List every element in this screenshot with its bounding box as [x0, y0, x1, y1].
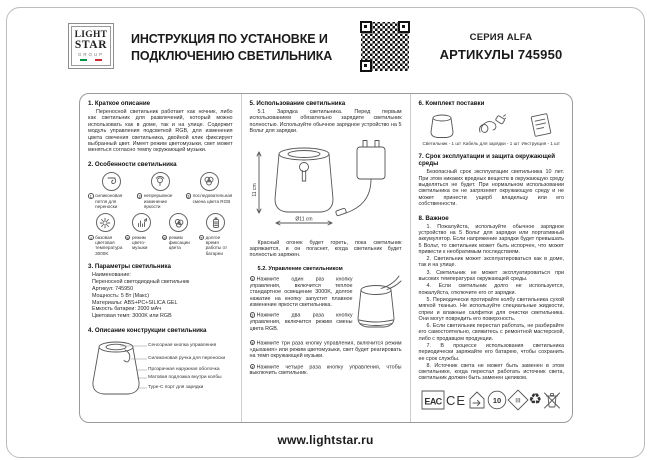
important-item: 4. Если светильник долго не используется, пожалуйста, отключите его от зарядки.	[418, 283, 564, 296]
step-2: 2 Нажмите два раза кнопку управления, включится режим смены цвета RGB.	[249, 312, 353, 332]
package-item-lamp: Светильник - 1 шт	[419, 112, 466, 146]
param-line: Переносной светодиодный светильник	[92, 278, 190, 285]
series-block	[420, 32, 582, 62]
italian-flag-icon	[80, 59, 102, 62]
music-mode-icon	[136, 217, 148, 229]
section-5-p2: Красный огонек будет гореть, пока светильник заряжается, и он погаснет, когда светильник будет полностью заряжен.	[249, 239, 402, 259]
section-5-2-title: 5.2. Управление светильником	[257, 265, 343, 272]
footer	[0, 431, 651, 449]
service-life-10-years-icon	[487, 390, 507, 410]
column-3	[410, 94, 572, 422]
param-line: Емкость батареи: 2000 мАч	[92, 306, 162, 313]
touch-dimming-icon	[154, 175, 166, 187]
feature-music-mode: 5 режим цвето-музыки	[125, 213, 159, 256]
important-item: 2. Светильник может эксплуатироваться как в доме, так и на улице.	[418, 256, 564, 269]
construction-label: Сенсорная кнопка управления	[148, 343, 217, 349]
param-line: Цветовая темп: 3000K или RGB	[92, 313, 172, 320]
color-lock-icon	[173, 217, 185, 229]
construction-label: Type-C порт для зарядки	[148, 385, 204, 391]
important-item: 3. Светильник не может эксплуатироваться при высоких температурах окружающей среды.	[418, 269, 564, 283]
indoor-use-icon	[467, 390, 487, 410]
section-3-title: 3. Параметры светильника	[88, 262, 171, 270]
feature-label: режим фиксации цвета	[168, 234, 190, 251]
step-4: 4 Нажмите четыре раза кнопку управления, чтобы выключить светильник.	[249, 364, 402, 377]
document-title: ИНСТРУКЦИЯ ПО УСТАНОВКЕ И ПОДКЛЮЧЕНИЮ СВЕТИЛЬНИКА	[131, 32, 333, 63]
rgb-cycle-icon	[203, 175, 215, 187]
package-item-cable: Кабель для зарядки - 1 шт	[468, 112, 515, 146]
param-line: Артикул: 745950	[92, 285, 134, 292]
svg-text:CE: CE	[445, 392, 466, 408]
charging-diagram	[250, 139, 402, 238]
logo-light: LIGHT	[74, 30, 108, 40]
feature-label: базовая цветовая температура 3000K	[95, 234, 123, 256]
important-item: 1. Пожалуйста, используйте обычное зарядное устройство на 5 Вольт для зарядки или портативный аккумулятор. Если напряжение зарядки будет превышать 5 Вольт, то светильник может быть испорчен, что может привести к необратимым последствиям.	[418, 223, 564, 255]
section-6-title: 6. Комплект поставки	[418, 100, 485, 107]
no-household-waste-icon	[542, 390, 562, 410]
transport-class-icon	[507, 389, 529, 411]
package-contents	[419, 112, 564, 146]
svg-text:ЕАС: ЕАС	[423, 396, 442, 407]
feature-label: режим цвето-музыки	[131, 234, 148, 251]
section-7-body: Безопасный срок эксплуатации светильника 10 лет. При этом никаких вредных веществ в окружающую среду выделяться не будет. При нормальном использовании светильника он не загрязняет окружающую среду и не может принести ущерб владельцу или его собственности.	[418, 169, 564, 208]
svg-text:10: 10	[492, 395, 501, 405]
section-2-title: 2. Особенности светильника	[88, 160, 177, 168]
package-item-manual: Инструкция - 1 шт	[517, 112, 564, 146]
features-row-2	[88, 213, 233, 256]
construction-diagram	[88, 338, 233, 400]
charging-cable-icon	[476, 112, 506, 139]
ce-mark-icon	[445, 391, 467, 409]
features-row-1	[88, 172, 233, 209]
steps-1-2	[250, 272, 402, 336]
lightstar-logo	[68, 23, 114, 69]
feature-label: последовательная смена цвета RGB	[192, 193, 233, 204]
param-line: Материалы: ABS+PC+SILICA GEL	[92, 299, 178, 306]
logo-star: STAR	[74, 39, 108, 51]
sun-icon	[99, 217, 111, 229]
content-box	[79, 93, 573, 423]
feature-label: непрерывное изменение яркости	[143, 193, 173, 209]
feature-rgb-cycle: 3 последовательная смена цвета RGB	[186, 172, 233, 209]
important-item: 5. Периодически протирайте колбу светильника сухой мягкой тканью. Не используйте специальные жидкости, спреи и влажные салфетки для очистки светильника. Они могут повредить его поверхность.	[418, 296, 564, 322]
feature-dimming: 2 непрерывное изменение яркости	[137, 172, 184, 209]
feature-carry-loop: 1 силиконовая петля для переноски	[88, 172, 135, 209]
construction-label: Прозрачная наружная оболочка	[148, 367, 220, 373]
column-1	[80, 94, 241, 422]
logo-group: GROUP	[77, 52, 105, 57]
hand-touch-lamp-icon	[356, 274, 402, 334]
feature-label: долгое время работы от батареи	[205, 234, 228, 256]
lamp-icon	[429, 112, 455, 139]
svg-text:III: III	[514, 397, 521, 405]
construction-label: Матовая подложка внутри колбы	[148, 375, 222, 381]
carry-loop-icon	[106, 175, 118, 187]
step-1: 1 Нажмите один раз кнопку управления, включится теплое стандартное освещение 3000K, долгое нажатие на кнопку запустит плавное изменение яркости светильника.	[249, 276, 353, 308]
diameter-dimension: Ø11 cm	[294, 216, 313, 223]
column-2	[241, 94, 410, 422]
section-8-title: 8. Важное	[418, 214, 449, 222]
feature-color-lock: 6 режим фиксации цвета	[162, 213, 196, 256]
certification-marks	[419, 389, 564, 411]
article-number: АРТИКУЛЫ 745950	[439, 47, 563, 62]
qr-code	[360, 21, 410, 72]
step-3: 3 Нажмите три раза кнопку управления, включится режим «дыхания» или режим цветомузыки, свет будет реагировать на темп окружающей музыки.	[249, 340, 402, 360]
website-url: www.lightstar.ru	[277, 433, 374, 447]
section-5-title: 5. Использование светильника	[249, 100, 346, 107]
param-line: Наименование:	[92, 271, 131, 278]
important-item: 8. Источник света не может быть заменен в этом светильнике, когда перестал работать источник света, светильник должен быть заменен целиком.	[418, 362, 564, 382]
battery-icon	[210, 217, 222, 229]
section-1-body: Переносной светильник работает как ночник, либо как светильник для развлечений, который можно использовать как в доме, так и на улице. Содержит модуль управления подсветкой RGB, для изменения цвета свечения светильника, двойной клик фиксирует выбранный цвет. Имеет режим цветомузыки, свет может меняться согласно темпу окружающей музыки.	[88, 109, 233, 154]
feature-color-temp: 4 базовая цветовая температура 3000K	[88, 213, 122, 256]
manual-icon	[528, 112, 554, 139]
construction-label: Силиконовая ручка для переноски	[148, 356, 226, 362]
param-line: Мощность: 5 Вт (Макс)	[92, 292, 150, 299]
series-name: СЕРИЯ ALFA	[469, 32, 533, 43]
important-item: 6. Если светильник перестал работать, не разбирайте его самостоятельно, свяжитесь с ремонтной мастерской, либо с продавцом продукции.	[418, 323, 564, 342]
section-4-title: 4. Описание конструкции светильника	[88, 327, 207, 335]
section-5-p1: 5.1 Зарядка светильника. Перед первым использованием обязательно зарядите светильник полностью. Используйте обычное зарядное устройство на 5 Вольт для зарядки.	[249, 109, 402, 135]
height-dimension: 11 cm	[251, 183, 258, 197]
recycling-icon: ♻	[528, 390, 542, 408]
section-7-title: 7. Срок эксплуатации и защита окружающей среды	[418, 153, 556, 168]
feature-battery-life: 7 долгое время работы от батареи	[199, 213, 233, 256]
eac-mark-icon	[421, 390, 445, 410]
important-item: 7. В процессе использования светильника периодически заряжайте его батарею, чтобы сохранить ее срок службы.	[418, 342, 564, 362]
section-1-title: 1. Краткое описание	[88, 100, 151, 107]
feature-label: силиконовая петля для переноски	[95, 193, 123, 209]
